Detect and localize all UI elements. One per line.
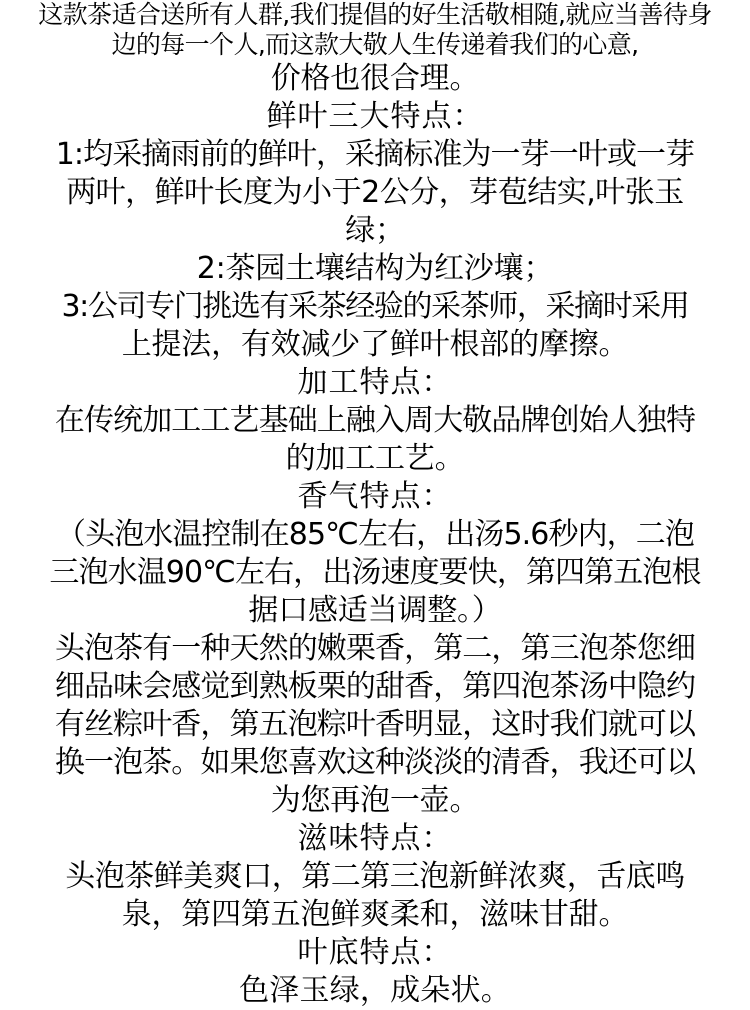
- intro-line: 边的每一个人,而这款大敬人生传递着我们的心意,: [111, 30, 639, 59]
- intro-section: [0, 0, 750, 98]
- taste-heading: 滋味特点：: [297, 821, 453, 856]
- fresh-leaf-line: 两叶，鲜叶长度为小于2公分，芽苞结实,叶张玉: [66, 175, 684, 210]
- aroma-brewing-line: 三泡水温90℃左右，出汤速度要快，第四第五泡根: [49, 555, 701, 590]
- aroma-heading: 香气特点：: [297, 479, 453, 514]
- fresh-leaf-line: 绿；: [345, 213, 405, 248]
- aroma-brewing-line: （头泡水温控制在85℃左右，出汤5.6秒内，二泡: [56, 517, 694, 552]
- processing-heading: 加工特点：: [297, 365, 453, 400]
- aroma-brewing-line: 据口感适当调整。）: [248, 593, 502, 628]
- leaf-base-section: [0, 934, 750, 1010]
- leaf-base-line: 色泽玉绿，成朵状。: [239, 973, 511, 1008]
- fresh-leaf-line: 3:公司专门挑选有采茶经验的采茶师，采摘时采用: [61, 289, 689, 324]
- leaf-base-heading: 叶底特点：: [297, 935, 453, 970]
- processing-section: [0, 364, 750, 478]
- aroma-line: 细品味会感觉到熟板栗的甜香，第四泡茶汤中隐约: [54, 669, 696, 704]
- taste-line: 头泡茶鲜美爽口，第二第三泡新鲜浓爽，舌底鸣: [65, 859, 685, 894]
- aroma-line: 有丝粽叶香，第五泡粽叶香明显，这时我们就可以: [54, 707, 696, 742]
- fresh-leaf-section: [0, 98, 750, 364]
- fresh-leaf-heading: 鲜叶三大特点：: [266, 99, 484, 134]
- aroma-section: [0, 478, 750, 820]
- processing-line: 的加工工艺。: [285, 441, 465, 476]
- fresh-leaf-line: 1:均采摘雨前的鲜叶，采摘标准为一芽一叶或一芽: [55, 137, 695, 172]
- price-line: 价格也很合理。: [270, 61, 480, 96]
- intro-line: 这款茶适合送所有人群,我们提倡的好生活敬相随,就应当善待身: [38, 0, 712, 29]
- fresh-leaf-line: 2:茶园土壤结构为红沙壤；: [196, 251, 554, 286]
- taste-section: [0, 820, 750, 934]
- aroma-line: 换一泡茶。如果您喜欢这种淡淡的清香，我还可以: [54, 745, 696, 780]
- taste-line: 泉，第四第五泡鲜爽柔和，滋味甘甜。: [121, 897, 629, 932]
- processing-line: 在传统加工工艺基础上融入周大敬品牌创始人独特: [54, 403, 696, 438]
- aroma-line: 头泡茶有一种天然的嫩栗香，第二，第三泡茶您细: [54, 631, 696, 666]
- aroma-line: 为您再泡一壶。: [270, 783, 480, 818]
- fresh-leaf-line: 上提法，有效减少了鲜叶根部的摩擦。: [121, 327, 629, 362]
